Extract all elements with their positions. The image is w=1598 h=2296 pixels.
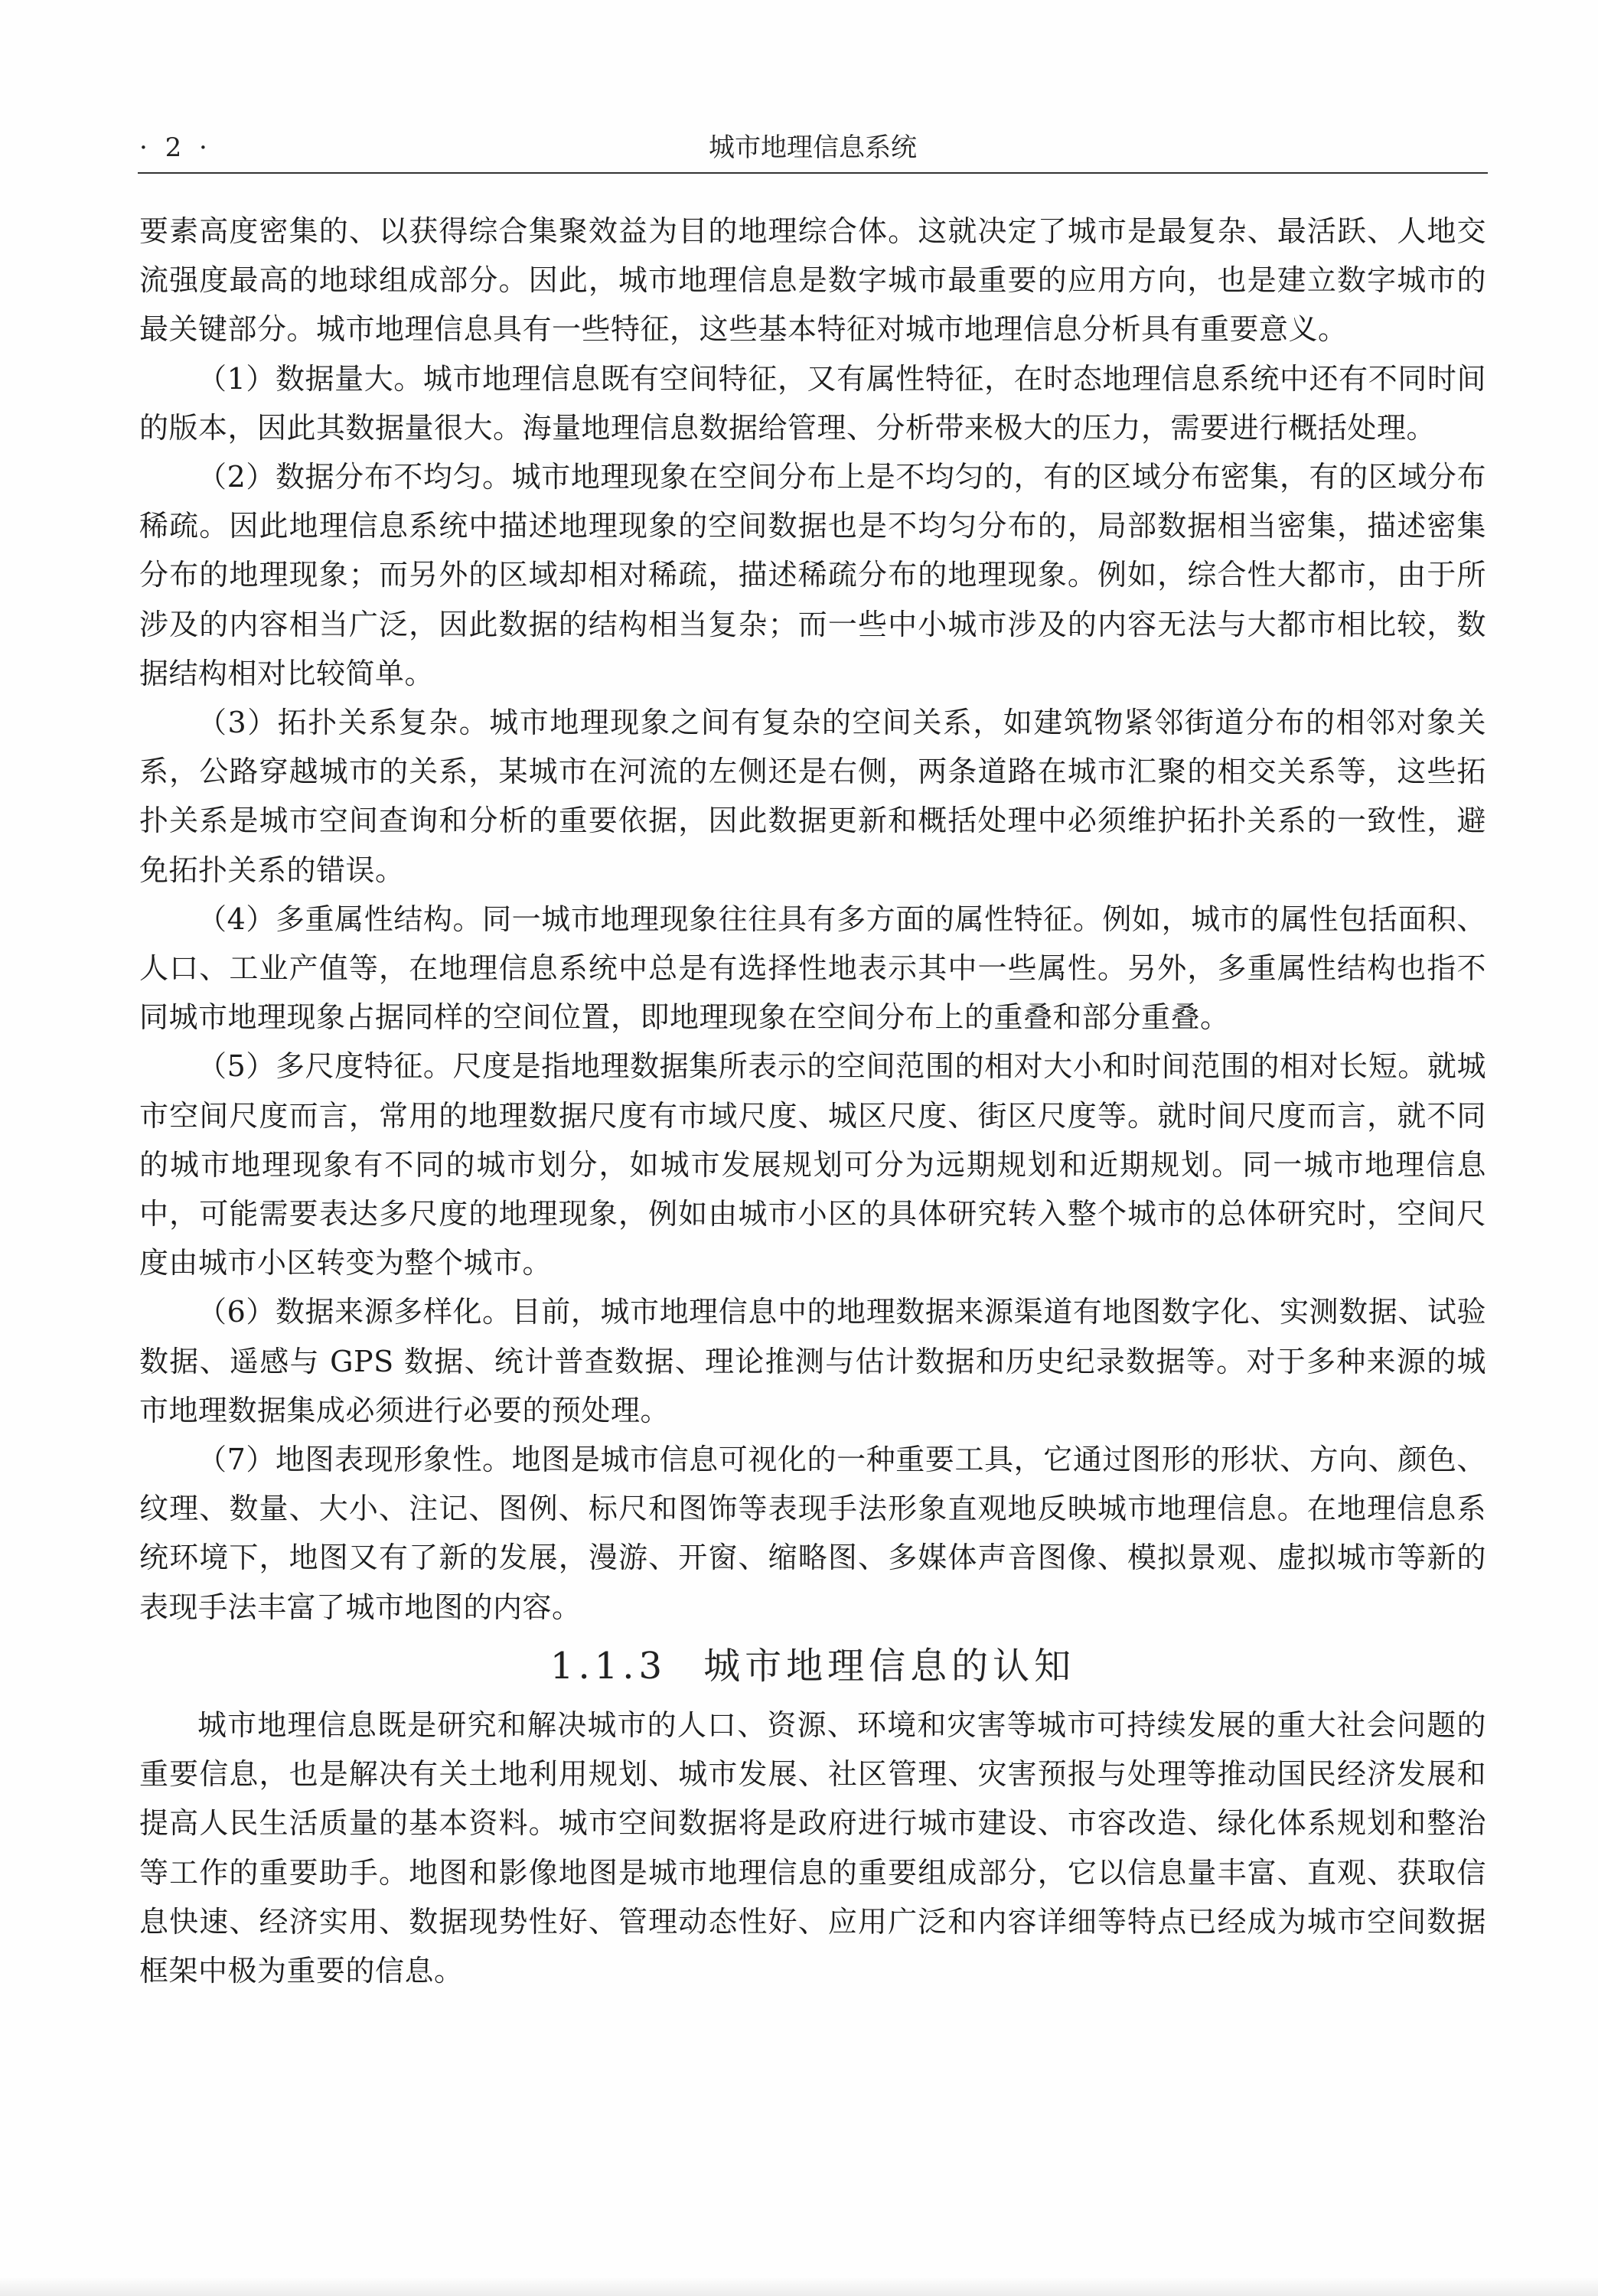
body-text [139, 207, 1486, 1995]
section-title: 城市地理信息的认知 [703, 1644, 1076, 1688]
feature-paragraph-2: （2）数据分布不均匀。城市地理现象在空间分布上是不均匀的，有的区域分布密集，有的区域分布稀疏。因此地理信息系统中描述地理现象的空间数据也是不均匀分布的，局部数据相当密集，描述密集分布的地理现象；而另外的区域却相对稀疏，描述稀疏分布的地理现象。例如，综合性大都市，由于所涉及的内容相当广泛，因此数据的结构相当复杂；而一些中小城市涉及的内容无法与大都市相比较，数据结构相对比较简单。 [139, 460, 1486, 690]
feature-paragraph-3: （3）拓扑关系复杂。城市地理现象之间有复杂的空间关系，如建筑物紧邻街道分布的相邻对象关系，公路穿越城市的关系，某城市在河流的左侧还是右侧，两条道路在城市汇聚的相交关系等，这些拓扑关系是城市空间查询和分析的重要依据，因此数据更新和概括处理中必须维护拓扑关系的一致性，避免拓扑关系的错误。 [139, 706, 1486, 887]
running-head [139, 129, 1486, 167]
section-paragraph: 城市地理信息既是研究和解决城市的人口、资源、环境和灾害等城市可持续发展的重大社会问题的重要信息，也是解决有关土地利用规划、城市发展、社区管理、灾害预报与处理等推动国民经济发展和提高人民生活质量的基本资料。城市空间数据将是政府进行城市建设、市容改造、绿化体系规划和整治等工作的重要助手。地图和影像地图是城市地理信息的重要组成部分，它以信息量丰富、直观、获取信息快速、经济实用、数据现势性好、管理动态性好、应用广泛和内容详细等特点已经成为城市空间数据框架中极为重要的信息。 [139, 1707, 1486, 1988]
feature-paragraph-1: （1）数据量大。城市地理信息既有空间特征，又有属性特征，在时态地理信息系统中还有不同时间的版本，因此其数据量很大。海量地理信息数据给管理、分析带来极大的压力，需要进行概括处理。 [139, 361, 1486, 445]
feature-paragraph-6: （6）数据来源多样化。目前，城市地理信息中的地理数据来源渠道有地图数字化、实测数据、试验数据、遥感与 GPS 数据、统计普查数据、理论推测与估计数据和历史纪录数据等。对于多种来源的城市地理数据集成必须进行必要的预处理。 [139, 1295, 1486, 1427]
scan-edge-shadow [0, 2277, 1598, 2296]
section-heading [139, 1632, 1486, 1701]
header-rule [138, 172, 1488, 174]
page-number: · 2 · [139, 132, 212, 163]
feature-paragraph-7: （7）地图表现形象性。地图是城市信息可视化的一种重要工具，它通过图形的形状、方向、颜色、纹理、数量、大小、注记、图例、标尺和图饰等表现手法形象直观地反映城市地理信息。在地理信息系统环境下，地图又有了新的发展，漫游、开窗、缩略图、多媒体声音图像、模拟景观、虚拟城市等新的表现手法丰富了城市地图的内容。 [139, 1443, 1486, 1624]
section-number: 1.1.3 [550, 1644, 667, 1688]
intro-paragraph: 要素高度密集的、以获得综合集聚效益为目的地理综合体。这就决定了城市是最复杂、最活跃、人地交流强度最高的地球组成部分。因此，城市地理信息是数字城市最重要的应用方向，也是建立数字城市的最关键部分。城市地理信息具有一些特征，这些基本特征对城市地理信息分析具有重要意义。 [139, 214, 1486, 347]
running-title: 城市地理信息系统 [709, 132, 917, 163]
feature-paragraph-4: （4）多重属性结构。同一城市地理现象往往具有多方面的属性特征。例如，城市的属性包括面积、人口、工业产值等，在地理信息系统中总是有选择性地表示其中一些属性。另外，多重属性结构也指不同城市地理现象占据同样的空间位置，即地理现象在空间分布上的重叠和部分重叠。 [139, 902, 1486, 1035]
feature-paragraph-5: （5）多尺度特征。尺度是指地理数据集所表示的空间范围的相对大小和时间范围的相对长短。就城市空间尺度而言，常用的地理数据尺度有市域尺度、城区尺度、街区尺度等。就时间尺度而言，就不同的城市地理现象有不同的城市划分，如城市发展规划可分为远期规划和近期规划。同一城市地理信息中，可能需要表达多尺度的地理现象，例如由城市小区的具体研究转入整个城市的总体研究时，空间尺度由城市小区转变为整个城市。 [139, 1049, 1486, 1280]
